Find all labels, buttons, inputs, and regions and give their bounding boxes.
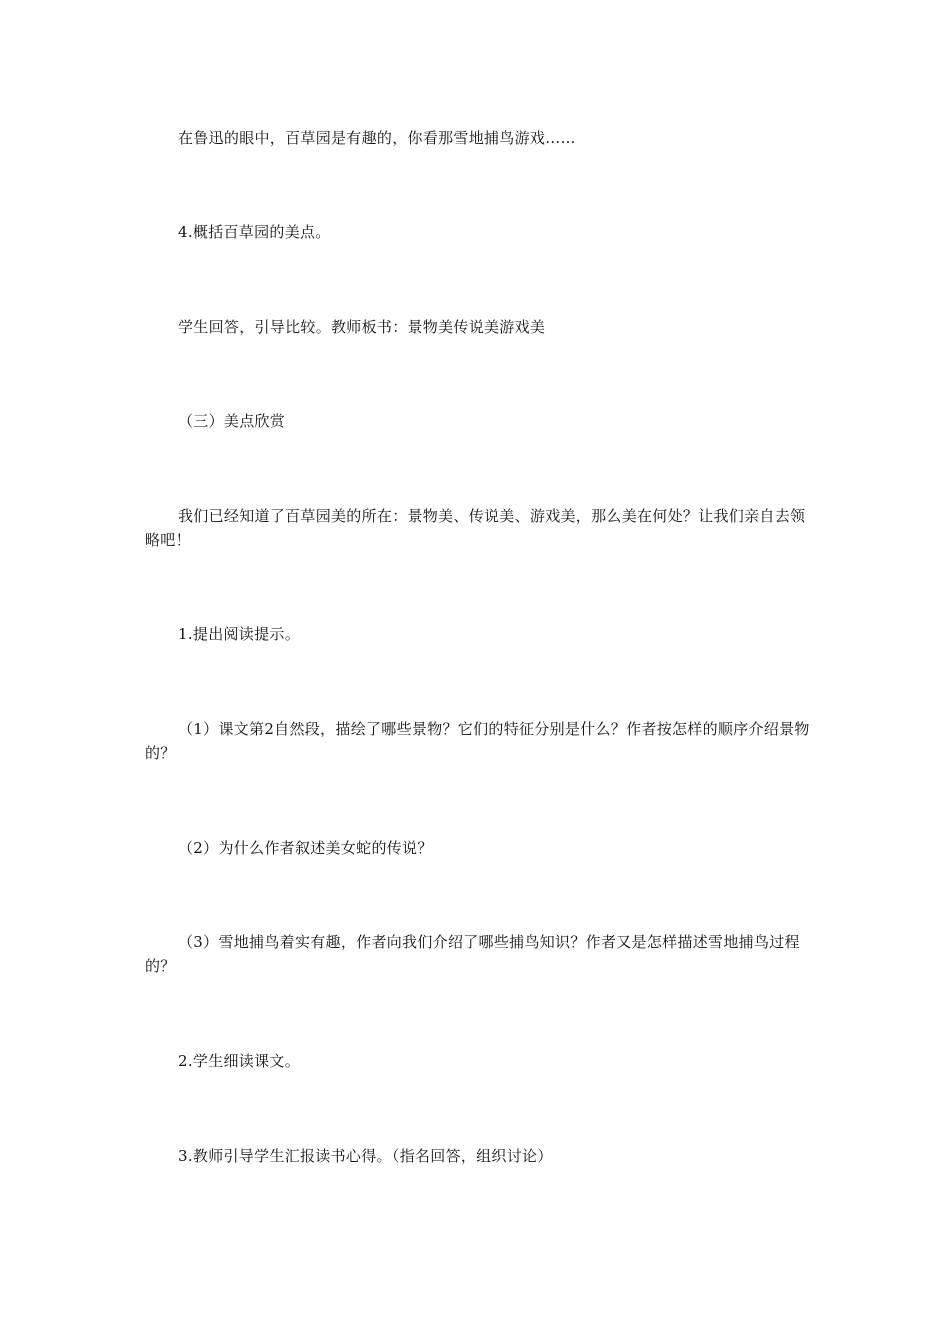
paragraph-prompt-1: （1）课文第2自然段，描绘了哪些景物？它们的特征分别是什么？作者按怎样的顺序介绍景物的？: [145, 720, 810, 762]
paragraph-step-1: 1.提出阅读提示。: [178, 625, 301, 643]
paragraph-interest-snow-game: 在鲁迅的眼中，百草园是有趣的，你看那雪地捕鸟游戏……: [178, 129, 576, 147]
paragraph-step-3: 3.教师引导学生汇报读书心得。（指名回答，组织讨论）: [178, 1147, 553, 1165]
paragraph-student-answer: 学生回答，引导比较。教师板书：景物美传说美游戏美: [178, 318, 546, 336]
paragraph-beauty-intro: 我们已经知道了百草园美的所在：景物美、传说美、游戏美，那么美在何处？让我们亲自去领略吧！: [145, 507, 806, 549]
section-heading-3: （三）美点欣赏: [178, 412, 286, 430]
paragraph-prompt-2: （2）为什么作者叙述美女蛇的传说？: [178, 839, 433, 857]
paragraph-prompt-3: （3）雪地捕鸟着实有趣，作者向我们介绍了哪些捕鸟知识？作者又是怎样描述雪地捕鸟过程的？: [145, 933, 800, 975]
paragraph-step-2: 2.学生细读课文。: [178, 1052, 301, 1070]
paragraph-item-4: 4.概括百草园的美点。: [178, 223, 331, 241]
